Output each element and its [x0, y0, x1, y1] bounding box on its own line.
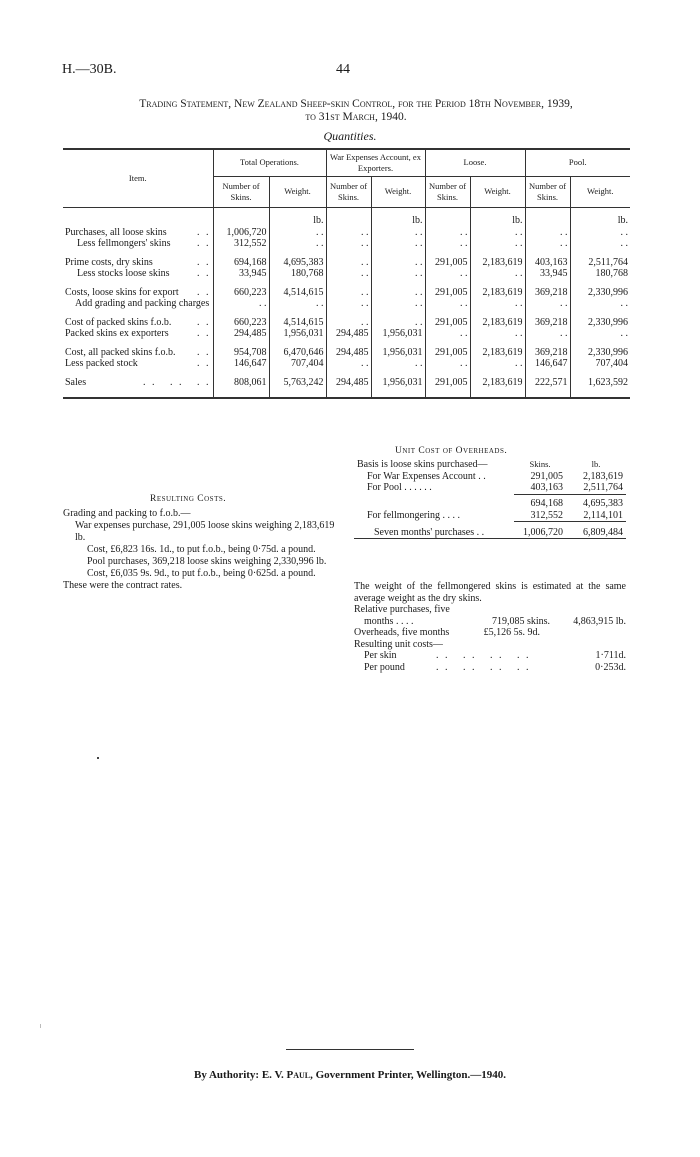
- row-label: Cost of packed skins f.o.b.: [65, 316, 172, 328]
- cell: 954,708: [213, 347, 269, 359]
- cell: 4,514,615: [269, 287, 326, 299]
- group-pool: Pool.: [525, 149, 630, 177]
- cell: 5,763,242: [269, 377, 326, 399]
- cell: . .: [326, 257, 371, 269]
- uc-lb: 4,695,383: [583, 498, 623, 509]
- cell: 369,218: [525, 347, 570, 359]
- cell: 1,956,031: [371, 328, 425, 340]
- cell: 294,485: [326, 377, 371, 399]
- uc-resulting-label: Resulting unit costs—: [354, 638, 443, 650]
- cell: 2,183,619: [470, 257, 525, 269]
- uc-per-skin-value: 1·711d.: [595, 650, 626, 661]
- footer-rule: [286, 1049, 414, 1050]
- cell: . .: [525, 238, 570, 250]
- cell: . .: [425, 238, 470, 250]
- cell: 1,956,031: [371, 377, 425, 399]
- cell: 146,647: [525, 358, 570, 370]
- quantities-table: [63, 148, 630, 399]
- cell: . .: [269, 227, 326, 239]
- rc-line: War expenses purchase, 291,005 loose skins weighing 2,183,619 lb.: [75, 520, 335, 543]
- cell: 707,404: [269, 358, 326, 370]
- cell: . .: [371, 287, 425, 299]
- cell: . .: [371, 238, 425, 250]
- cell: 2,183,619: [470, 317, 525, 329]
- cell: 291,005: [425, 317, 470, 329]
- cell: 33,945: [213, 268, 269, 280]
- uc-per-pound-value: 0·253d.: [595, 661, 626, 673]
- unit-label: lb.: [371, 215, 425, 227]
- table-row: Less packed stock . . 146,647 707,404 . . . . . . . . 146,647 707,404: [65, 358, 628, 369]
- unit-label: lb.: [269, 215, 326, 227]
- cell: . .: [525, 328, 570, 340]
- imprint-prefix: By Authority:: [194, 1069, 260, 1081]
- cell: 4,695,383: [269, 257, 326, 269]
- uc-lb: 2,114,101: [566, 510, 626, 522]
- cell: 1,956,031: [269, 328, 326, 340]
- cell: 707,404: [570, 358, 630, 370]
- cell: 312,552: [213, 238, 269, 250]
- uc-relative-label: Relative purchases, five: [354, 604, 450, 615]
- table-row: [63, 298, 630, 310]
- cell: . .: [570, 298, 630, 310]
- uc-months-label: months . . . .: [364, 615, 414, 627]
- unit-label: lb.: [570, 215, 630, 227]
- uc-months-skins: 719,085 skins.: [491, 615, 550, 627]
- cell: . .: [326, 227, 371, 239]
- cell: . .: [570, 227, 630, 239]
- uc-per-skin-row: Per skin . . . . . . . . 1·711d.: [354, 650, 626, 662]
- table-row: Cost of packed skins f.o.b. . . 660,223 4,514,615 . . . . 291,005 2,183,619 369,218 2,330,996: [65, 316, 628, 328]
- cell: . .: [269, 238, 326, 250]
- uc-note-text: The weight of the fellmongered skins is estimated at the same average weight as the dry skins.: [354, 581, 626, 604]
- cell: 33,945: [525, 268, 570, 280]
- row-label: Less fellmongers' skins: [77, 238, 171, 249]
- unit-label: lb.: [470, 215, 525, 227]
- uc-per-pound-row: Per pound . . . . . . . . 0·253d.: [354, 662, 626, 674]
- cell: 369,218: [525, 317, 570, 329]
- title-line-2: to 31st March, 1940.: [305, 111, 407, 123]
- cell: 1,006,720: [213, 227, 269, 239]
- cell: 2,183,619: [470, 287, 525, 299]
- cell: 291,005: [425, 287, 470, 299]
- quantities-subtitle: Quantities.: [323, 129, 377, 143]
- table-row: Sales . . . . . . 808,061 5,763,242 294,485 1,956,031 291,005 2,183,619 222,571 1,623,592: [63, 377, 630, 399]
- uc-lb: 2,511,764: [566, 482, 626, 494]
- rc-line: These were the contract rates.: [63, 580, 183, 591]
- uc-skins: 312,552: [514, 510, 566, 522]
- group-total-operations: Total Operations.: [213, 149, 326, 177]
- table-row: Purchases, all loose skins . . 1,006,720 . . . . . . . . . . . . . .: [65, 226, 628, 238]
- cell: 808,061: [213, 377, 269, 399]
- uc-skins: 403,163: [514, 482, 566, 494]
- uc-label: [354, 498, 514, 510]
- cell: . .: [326, 317, 371, 329]
- row-label: Less packed stock: [65, 358, 138, 369]
- table-row: Packed skins ex exporters . . 294,485 1,956,031 294,485 1,956,031 . . . . . . . .: [65, 328, 628, 339]
- cell: . .: [525, 227, 570, 239]
- cell: . .: [371, 257, 425, 269]
- col-header-weight: Weight.: [371, 177, 425, 208]
- printer-imprint: [0, 1069, 700, 1081]
- cell: . .: [213, 298, 269, 310]
- cell: 403,163: [525, 257, 570, 269]
- cell: 2,330,996: [570, 287, 630, 299]
- cell: 294,485: [326, 328, 371, 340]
- uc-months-row: [354, 616, 626, 628]
- cell: . .: [326, 268, 371, 280]
- uc-months-lb: 4,863,915 lb.: [573, 615, 626, 627]
- cell: 1,956,031: [371, 347, 425, 359]
- row-label: Add grading and packing charges: [75, 298, 210, 309]
- cell: . .: [326, 358, 371, 370]
- cell: . .: [371, 317, 425, 329]
- uc-overheads-label: Overheads, five months: [354, 627, 450, 638]
- printer-name: E. V. Paul,: [261, 1069, 313, 1081]
- uc-skins: 1,006,720: [514, 527, 566, 539]
- cell: 4,514,615: [269, 317, 326, 329]
- stray-mark: [97, 757, 99, 759]
- table-row: Cost, all packed skins f.o.b. . . 954,708 6,470,646 294,485 1,956,031 291,005 2,183,619 369,218 2,330,996: [65, 346, 628, 358]
- cell: . .: [371, 358, 425, 370]
- cell: . .: [425, 227, 470, 239]
- uc-label: Basis is loose skins purchased—: [357, 459, 488, 470]
- cell: 2,330,996: [570, 347, 630, 359]
- cell: . .: [470, 238, 525, 250]
- group-loose: Loose.: [425, 149, 525, 177]
- cell: . .: [425, 358, 470, 370]
- uc-lb: 6,809,484: [566, 527, 626, 539]
- cell: 369,218: [525, 287, 570, 299]
- cell: 180,768: [570, 268, 630, 280]
- cell: . .: [425, 268, 470, 280]
- cell: . .: [570, 238, 630, 250]
- cell: . .: [470, 358, 525, 370]
- table-row: Less fellmongers' skins . . 312,552 . . . . . . . . . . . . . .: [77, 238, 628, 249]
- col-header-skins: Number of Skins.: [525, 177, 570, 208]
- cell: 2,183,619: [470, 347, 525, 359]
- title-line-1: Trading Statement, New Zealand Sheep-skin Control, for the Period 18th November, 1939,: [139, 98, 573, 110]
- col-header-skins: Number of Skins.: [326, 177, 371, 208]
- cell: . .: [269, 298, 326, 310]
- cell: . .: [525, 298, 570, 310]
- cell: . .: [425, 328, 470, 340]
- uc-per-pound-label: Per pound: [364, 661, 405, 673]
- uc-label: For War Expenses Account . .: [367, 470, 486, 482]
- cell: 660,223: [213, 287, 269, 299]
- cell: 1,623,592: [570, 377, 630, 399]
- cell: 291,005: [425, 347, 470, 359]
- cell: 2,511,764: [570, 257, 630, 269]
- cell: . .: [570, 328, 630, 340]
- cell: . .: [326, 298, 371, 310]
- col-header-weight: Weight.: [570, 177, 630, 208]
- unit-cost-table: [354, 459, 626, 539]
- cell: 294,485: [213, 328, 269, 340]
- uc-col-lb: lb.: [591, 459, 601, 469]
- table-row: Less stocks loose skins . . 33,945 180,768 . . . . . . . . 33,945 180,768: [77, 268, 628, 279]
- col-header-weight: Weight.: [470, 177, 525, 208]
- resulting-costs-text: [63, 508, 343, 592]
- page-number: 44: [336, 62, 350, 77]
- row-label: Packed skins ex exporters: [65, 328, 169, 339]
- cell: . .: [470, 227, 525, 239]
- col-header-weight: Weight.: [269, 177, 326, 208]
- cell: . .: [470, 268, 525, 280]
- uc-lb: 2,183,619: [583, 470, 623, 482]
- row-label: Cost, all packed skins f.o.b.: [65, 346, 176, 358]
- rc-line: Cost, £6,823 16s. 1d., to put f.o.b., being 0·75d. a pound.: [87, 544, 316, 555]
- uc-col-skins: Skins.: [529, 459, 551, 469]
- col-header-skins: Number of Skins.: [425, 177, 470, 208]
- cell: . .: [326, 287, 371, 299]
- cell: 2,330,996: [570, 317, 630, 329]
- cell: 660,223: [213, 317, 269, 329]
- uc-skins: 291,005: [530, 470, 563, 482]
- row-label: Less stocks loose skins: [77, 268, 170, 279]
- uc-label: Seven months' purchases . .: [354, 527, 514, 539]
- cell: 2,183,619: [470, 377, 525, 399]
- row-label: Purchases, all loose skins: [65, 226, 167, 238]
- cell: 146,647: [213, 358, 269, 370]
- cell: . .: [470, 298, 525, 310]
- cell: 180,768: [269, 268, 326, 280]
- cell: . .: [371, 268, 425, 280]
- rc-line: Pool purchases, 369,218 loose skins weighing 2,330,996 lb.: [87, 556, 327, 567]
- uc-label: For fellmongering . . . .: [367, 509, 461, 521]
- cell: 291,005: [425, 377, 470, 399]
- group-war-expenses: War Expenses Account, ex Exporters.: [326, 149, 425, 177]
- table-row: Costs, loose skins for export . . 660,223 4,514,615 . . . . 291,005 2,183,619 369,218 2,330,996: [65, 286, 628, 298]
- uc-label: For Pool . . . . . .: [367, 482, 432, 493]
- uc-skins: 694,168: [530, 498, 563, 509]
- resulting-costs-title: Resulting Costs.: [150, 494, 227, 504]
- cell: . .: [371, 227, 425, 239]
- cell: . .: [326, 238, 371, 250]
- cell: . .: [470, 328, 525, 340]
- cell: 694,168: [213, 257, 269, 269]
- stray-mark: [40, 1024, 41, 1028]
- unit-cost-notes: [354, 581, 626, 673]
- cell: 6,470,646: [269, 347, 326, 359]
- document-reference: H.—30B.: [62, 62, 117, 77]
- uc-overheads-row: [354, 627, 626, 639]
- row-label: Prime costs, dry skins: [65, 256, 153, 268]
- row-label: Costs, loose skins for export: [65, 286, 179, 298]
- row-label: Sales: [65, 376, 87, 388]
- rc-line: Grading and packing to f.o.b.—: [63, 508, 191, 519]
- cell: . .: [371, 298, 425, 310]
- cell: . .: [425, 298, 470, 310]
- item-header: Item.: [63, 149, 213, 208]
- statement-title: [40, 98, 672, 124]
- cell: 294,485: [326, 347, 371, 359]
- imprint-rest: Government Printer, Wellington.—1940.: [315, 1069, 506, 1081]
- rc-line: Cost, £6,035 9s. 9d., to put f.o.b., being 0·625d. a pound.: [87, 568, 316, 579]
- uc-per-skin-label: Per skin: [364, 650, 397, 661]
- col-header-skins: Number of Skins.: [213, 177, 269, 208]
- cell: 291,005: [425, 257, 470, 269]
- table-row: Prime costs, dry skins . . 694,168 4,695,383 . . . . 291,005 2,183,619 403,163 2,511,764: [65, 256, 628, 268]
- unit-cost-title: Unit Cost of Overheads.: [395, 446, 508, 456]
- cell: 222,571: [525, 377, 570, 399]
- uc-overheads-value: £5,126 5s. 9d.: [483, 627, 540, 638]
